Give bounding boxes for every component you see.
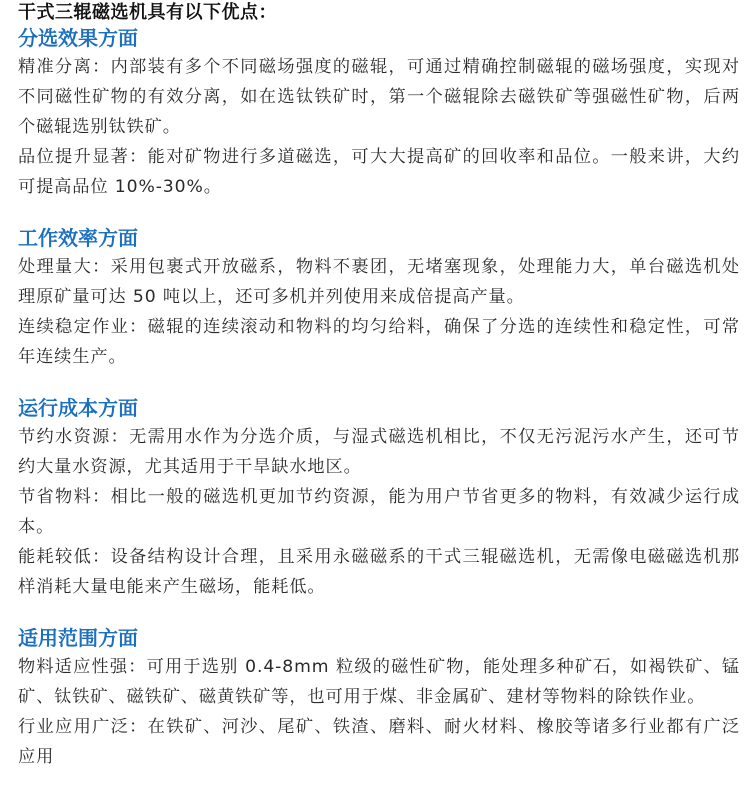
paragraph: 连续稳定作业：磁辊的连续滚动和物料的均匀给料，确保了分选的连续性和稳定性，可常年连续生产。 [18, 317, 740, 367]
section-work-efficiency [18, 224, 740, 372]
section-separation-effect [18, 24, 740, 202]
paragraph: 处理量大：采用包裹式开放磁系，物料不裹团，无堵塞现象，处理能力大，单台磁选机处理原矿量可达 50 吨以上，还可多机并列使用来成倍提高产量。 [18, 257, 740, 307]
section-operating-cost [18, 394, 740, 602]
paragraph: 节约水资源：无需用水作为分选介质，与湿式磁选机相比，不仅无污泥污水产生，还可节约大量水资源，尤其适用于干旱缺水地区。 [18, 427, 740, 477]
paragraph: 品位提升显著：能对矿物进行多道磁选，可大大提高矿的回收率和品位。一般来讲，大约可提高品位 10%-30%。 [18, 147, 740, 197]
sections-container [18, 24, 740, 772]
section-application-range [18, 624, 740, 772]
section-heading: 适用范围方面 [18, 626, 138, 650]
paragraph: 精准分离：内部装有多个不同磁场强度的磁辊，可通过精确控制磁辊的磁场强度，实现对不同磁性矿物的有效分离，如在选钛铁矿时，第一个磁辊除去磁铁矿等强磁性矿物，后两个磁辊选别钛铁矿。 [18, 57, 740, 137]
section-heading: 工作效率方面 [18, 226, 138, 250]
document-title: 干式三辊磁选机具有以下优点： [18, 2, 277, 23]
section-heading: 运行成本方面 [18, 396, 138, 420]
paragraph: 能耗较低：设备结构设计合理，且采用永磁磁系的干式三辊磁选机，无需像电磁磁选机那样消耗大量电能来产生磁场，能耗低。 [18, 547, 740, 597]
section-heading: 分选效果方面 [18, 26, 138, 50]
paragraph: 物料适应性强：可用于选别 0.4-8mm 粒级的磁性矿物，能处理多种矿石，如褐铁矿、锰矿、钛铁矿、磁铁矿、磁黄铁矿等，也可用于煤、非金属矿、建材等物料的除铁作业。 [18, 657, 740, 707]
document-page [18, 2, 740, 772]
paragraph: 行业应用广泛：在铁矿、河沙、尾矿、铁渣、磨料、耐火材料、橡胶等诸多行业都有广泛应用 [18, 717, 740, 767]
paragraph: 节省物料：相比一般的磁选机更加节约资源，能为用户节省更多的物料，有效减少运行成本。 [18, 487, 740, 537]
